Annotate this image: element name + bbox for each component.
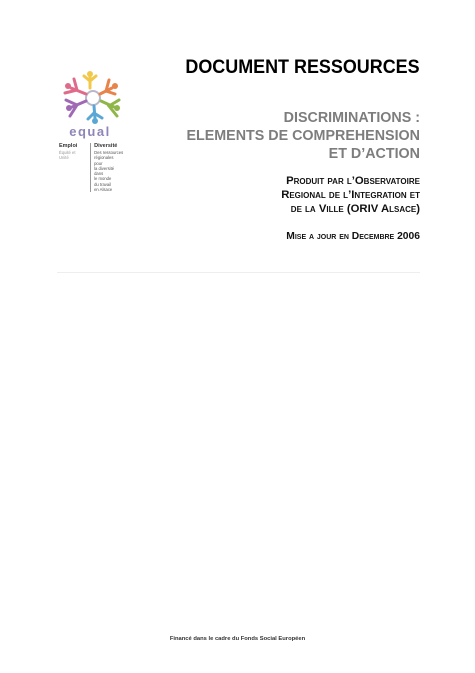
logo-right-line: du travail xyxy=(94,181,112,187)
logo-right-line: pour xyxy=(94,160,103,166)
logo-wordmark: equal xyxy=(69,124,111,139)
logo-right-line: la diversité xyxy=(94,165,115,171)
logo-right-column xyxy=(91,143,129,192)
update-date: Mise a jour en Decembre 2006 xyxy=(286,231,420,242)
producer-line: Regional de l’Integration et xyxy=(281,189,420,201)
logo-left-heading: Emploi xyxy=(59,143,78,149)
logo-caption xyxy=(59,143,129,192)
logo-left-line: Équité et xyxy=(59,150,76,155)
logo-right-line: Des ressources xyxy=(94,150,124,155)
logo-left-column xyxy=(59,143,91,192)
logo-right-heading: Diversité xyxy=(94,143,118,149)
document-title: DOCUMENT RESSOURCES xyxy=(185,56,420,78)
document-subtitle xyxy=(186,109,420,163)
producer-line: Produit par l’Observatoire xyxy=(286,175,420,187)
producer-credit xyxy=(281,174,420,216)
divider xyxy=(57,272,420,273)
subtitle-line: ET D’ACTION xyxy=(328,146,420,162)
equal-people-circle-icon xyxy=(57,66,129,126)
logo-right-line: en Alsace xyxy=(94,187,113,193)
subtitle-line: DISCRIMINATIONS : xyxy=(283,110,420,126)
equal-logo xyxy=(57,66,129,198)
funding-footer: Financé dans le cadre du Fonds Social Européen xyxy=(169,636,306,642)
producer-line: de la Ville (ORIV Alsace) xyxy=(290,203,420,215)
subtitle-line: ELEMENTS DE COMPREHENSION xyxy=(186,128,420,144)
logo-right-line: régionales xyxy=(94,155,114,161)
logo-left-line: Unité xyxy=(59,155,69,161)
logo-right-line: le monde xyxy=(94,176,112,182)
logo-right-line: dans xyxy=(94,171,104,177)
